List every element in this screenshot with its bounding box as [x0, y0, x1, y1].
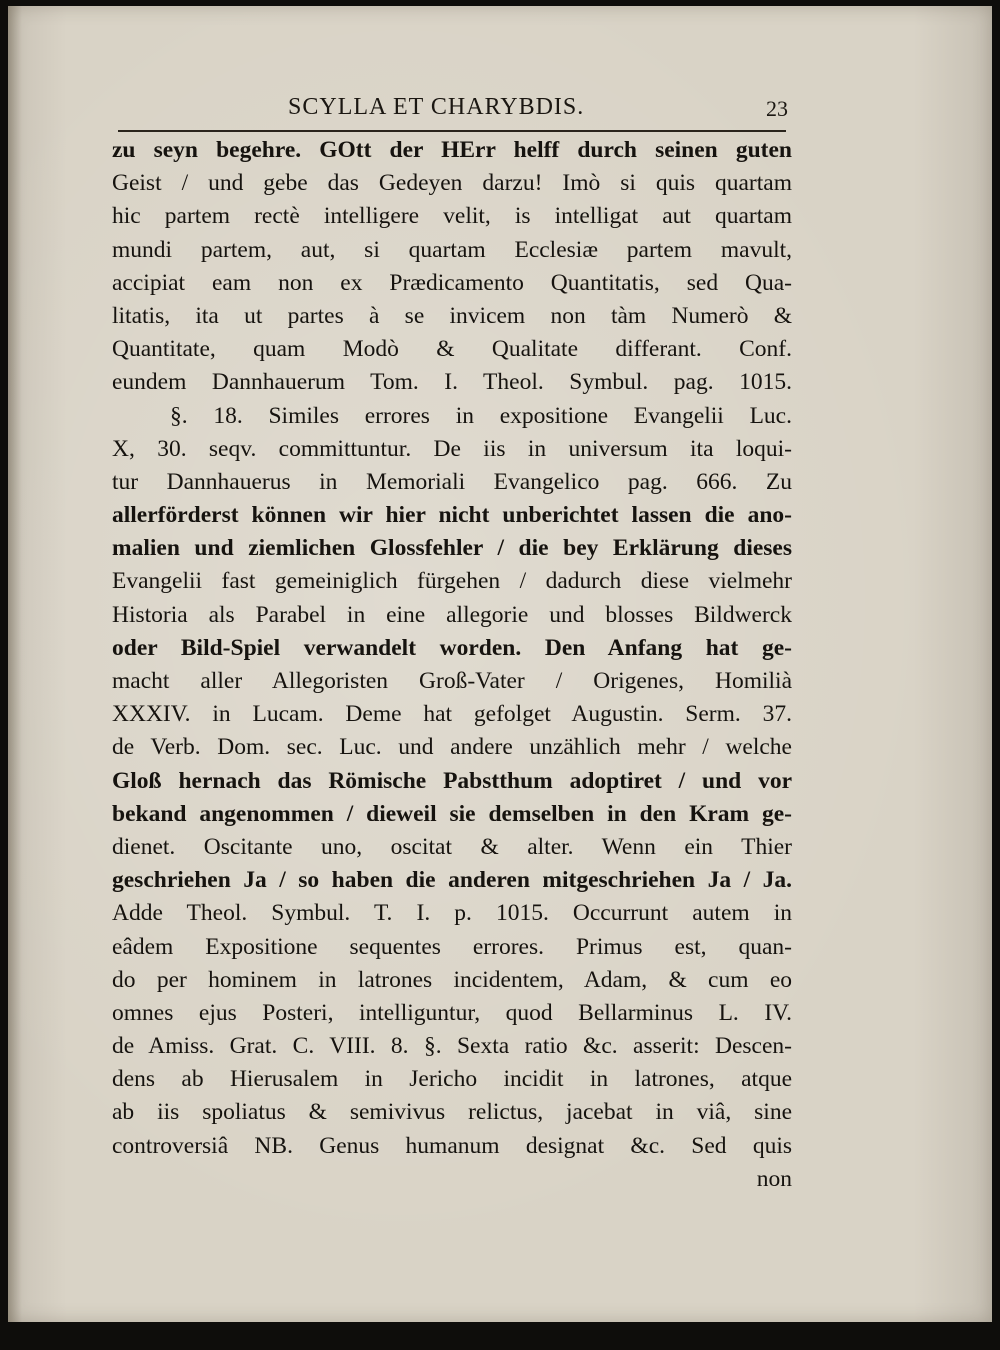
text-line: Historia als Parabel in eine allegorie und blosses Bildwerck — [112, 601, 792, 628]
text-line: dens ab Hierusalem in Jericho incidit in latrones, atque — [112, 1066, 792, 1093]
catchword: non — [756, 1165, 792, 1192]
text-line: ab iis spoliatus & semivivus relictus, jacebat in viâ, sine — [112, 1099, 792, 1126]
text-line: tur Dannhauerus in Memoriali Evangelico pag. 666. Zu — [112, 468, 792, 495]
page-gutter-shadow — [8, 6, 22, 1322]
text-line: eundem Dannhauerum Tom. I. Theol. Symbul. pag. 1015. — [112, 369, 792, 396]
text-line: XXXIV. in Lucam. Deme hat gefolget Augustin. Serm. 37. — [112, 701, 792, 728]
text-line: allerförderst können wir hier nicht unberichtet lassen die ano- — [112, 502, 792, 529]
header-rule — [118, 130, 786, 132]
text-line: §. 18. Similes errores in expositione Evangelii Luc. — [170, 402, 792, 429]
body-text — [112, 134, 792, 1196]
text-line: dienet. Oscitante uno, oscitat & alter. Wenn ein Thier — [112, 833, 792, 860]
text-line: de Verb. Dom. sec. Luc. und andere unzählich mehr / welche — [112, 734, 792, 761]
text-line: mundi partem, aut, si quartam Ecclesiæ partem mavult, — [112, 236, 792, 263]
text-line: de Amiss. Grat. C. VIII. 8. §. Sexta ratio &c. asserit: Descen- — [112, 1033, 792, 1060]
text-line: malien und ziemlichen Glossfehler / die bey Erklärung dieses — [112, 535, 792, 562]
text-line: bekand angenommen / dieweil sie demselben in den Kram ge- — [112, 800, 792, 827]
book-page — [8, 6, 992, 1322]
text-line: litatis, ita ut partes à se invicem non tàm Numerò & — [112, 302, 792, 329]
text-line: Gloß hernach das Römische Pabstthum adoptiret / und vor — [112, 767, 792, 794]
running-header — [108, 90, 788, 130]
text-line: omnes ejus Posteri, intelliguntur, quod Bellarminus L. IV. — [112, 999, 792, 1026]
text-line: accipiat eam non ex Prædicamento Quantitatis, sed Qua- — [112, 269, 792, 296]
running-title: SCYLLA ET CHARYBDIS. — [288, 94, 585, 120]
text-line: zu seyn begehre. GOtt der HErr helff durch seinen guten — [112, 137, 792, 163]
text-line: controversiâ NB. Genus humanum designat &c. Sed quis — [112, 1132, 792, 1159]
text-line: X, 30. seqv. committuntur. De iis in universum ita loqui- — [112, 435, 792, 462]
text-line: oder Bild-Spiel verwandelt worden. Den Anfang hat ge- — [112, 634, 792, 661]
text-line: geschriehen Ja / so haben die anderen mitgeschriehen Ja / Ja. — [112, 867, 792, 894]
text-line: Quantitate, quam Modò & Qualitate differant. Conf. — [112, 336, 792, 363]
text-line: eâdem Expositione sequentes errores. Primus est, quan- — [112, 933, 792, 960]
text-line: do per hominem in latrones incidentem, Adam, & cum eo — [112, 966, 792, 993]
page-number: 23 — [766, 96, 788, 121]
text-line: Evangelii fast gemeiniglich fürgehen / dadurch diese vielmehr — [112, 568, 792, 595]
text-line: Adde Theol. Symbul. T. I. p. 1015. Occurrunt autem in — [112, 900, 792, 927]
text-line: Geist / und gebe das Gedeyen darzu! Imò si quis quartam — [112, 170, 792, 197]
text-line: macht aller Allegoristen Groß-Vater / Origenes, Homilià — [112, 668, 792, 694]
text-line: hic partem rectè intelligere velit, is intelligat aut quartam — [112, 203, 792, 230]
